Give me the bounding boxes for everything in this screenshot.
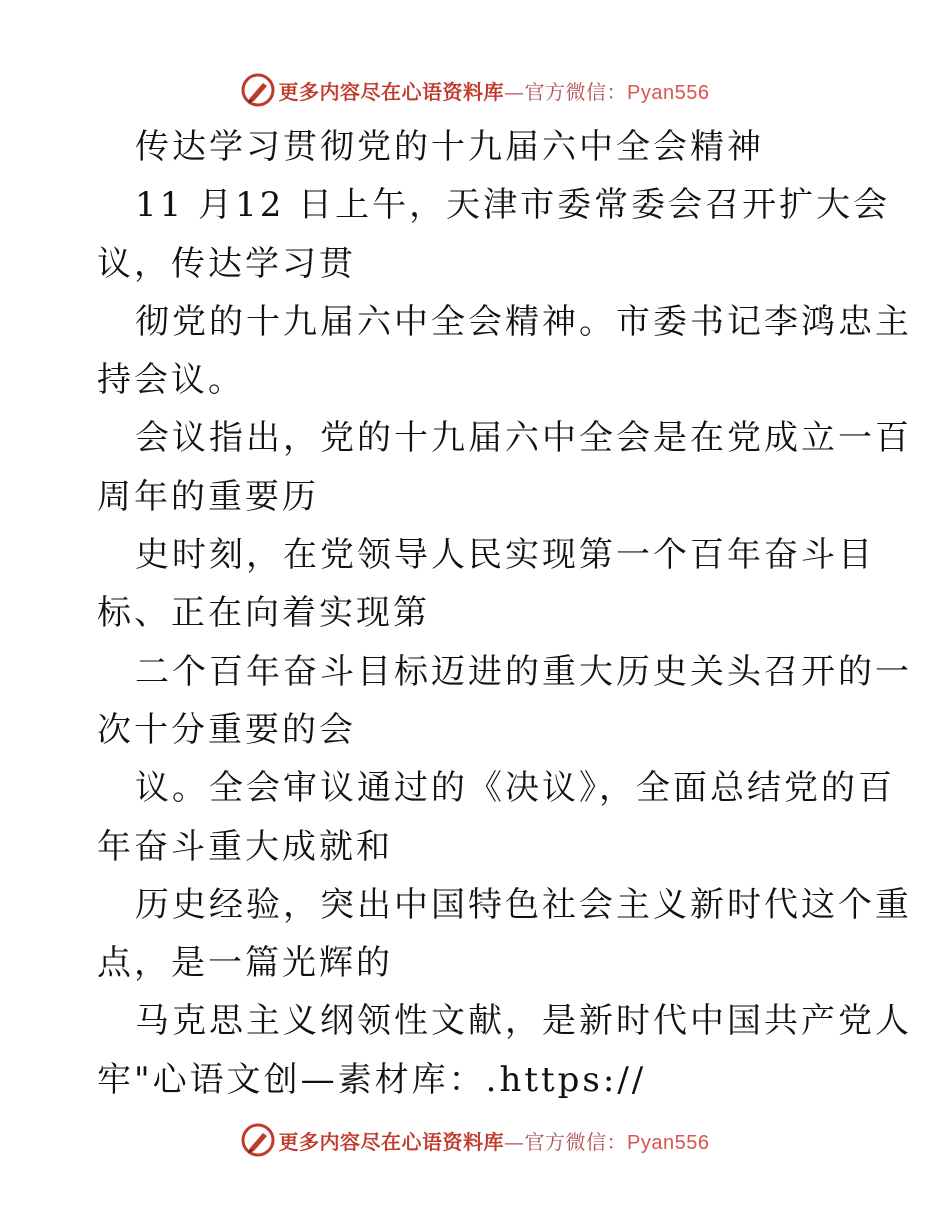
paragraph-line: 二个百年奋斗目标迈进的重大历史关头召开的一 [135,651,912,692]
paragraph-line: 历史经验，突出中国特色社会主义新时代这个重 [135,884,912,925]
paragraph-line: 11 月12 日上午，天津市委常委会召开扩大会 [135,185,891,226]
paragraph-line: 年奋斗重大成就和 [97,826,393,867]
footer-watermark-banner [0,1120,950,1160]
paragraph-line: 周年的重要历 [97,476,319,517]
document-title-line: 传达学习贯彻党的十九届六中全会精神 [135,127,764,167]
paragraph-line: 会议指出，党的十九届六中全会是在党成立一百 [135,418,912,459]
header-watermark-banner [0,70,950,110]
banner-wechat-id: Pyan556 [627,1131,710,1154]
paragraph-line: 议。全会审议通过的《决议》，全面总结党的百 [135,768,895,809]
paragraph-line: 马克思主义纲领性文献，是新时代中国共产党人 [135,1001,912,1042]
banner-wechat-id: Pyan556 [627,81,710,104]
banner-main-text: 更多内容尽在心语资料库 [278,1129,505,1154]
pen-logo-icon [241,73,275,107]
banner-wechat-label: 官方微信： [524,79,628,104]
paragraph-line: 标、正在向着实现第 [97,593,430,634]
pen-logo-icon [241,1123,275,1157]
banner-separator: — [504,79,525,104]
paragraph-line: 史时刻，在党领导人民实现第一个百年奋斗目 [135,535,875,576]
paragraph-line: 持会议。 [97,360,245,401]
banner-wechat-label: 官方微信： [524,1129,628,1154]
paragraph-line: 次十分重要的会 [97,709,356,750]
paragraph-line: 牢"心语文创—素材库：.https:// [97,1059,647,1100]
banner-main-text: 更多内容尽在心语资料库 [278,79,505,104]
document-body [97,118,912,1109]
paragraph-line: 彻党的十九届六中全会精神。市委书记李鸿忠主 [135,301,912,342]
banner-separator: — [504,1129,525,1154]
paragraph-line: 议，传达学习贯 [97,243,356,284]
paragraph-line: 点，是一篇光辉的 [97,943,393,984]
